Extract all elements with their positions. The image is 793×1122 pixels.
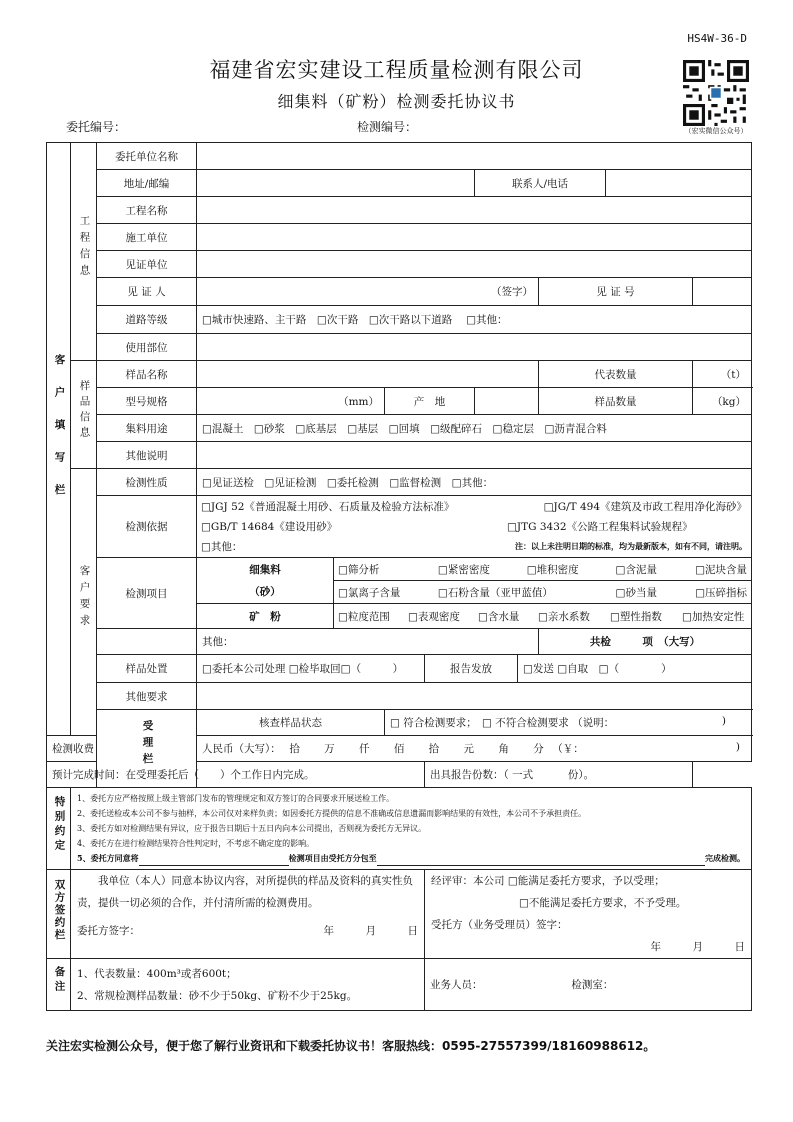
check-status-label: 核查样品状态 [197, 710, 385, 736]
origin-field[interactable] [475, 388, 539, 415]
address-field[interactable] [197, 170, 475, 197]
items-label-spacer [97, 629, 197, 655]
rep-qty-unit: （t） [720, 368, 747, 381]
entrust-number-label: 委托编号： [66, 120, 127, 134]
other-items-label: 其他： [202, 636, 234, 648]
footer-hotline: 关注宏实检测公众号，便于您了解行业资讯和下载委托协议书！客服热线：0595-27557399/18160988612。 [46, 1039, 656, 1053]
item-clay-lump[interactable]: □泥块含量 [695, 563, 748, 576]
item-crush-index[interactable]: □压碎指标 [695, 586, 748, 599]
report-label: 报告发放 [425, 655, 518, 683]
customer-section-label: 客户填写栏 [47, 143, 71, 736]
staff-label: 业务人员： [430, 979, 483, 991]
project-section-label: 工程信息 [71, 143, 97, 361]
staff-area[interactable] [425, 959, 752, 1011]
sample-name-label: 样品名称 [97, 361, 197, 388]
fine-items-row2[interactable] [334, 581, 752, 604]
client-commitment: 我单位（本人）同意本协议内容，对所提供的样品及资料的真实性负责，提供一切必须的合作，并付清所需的检测费用。 [77, 875, 413, 909]
item-compact-density[interactable]: □紧密密度 [437, 563, 490, 576]
qr-caption: （宏实微信公众号） [684, 127, 748, 135]
rep-qty-label: 代表数量 [539, 361, 693, 388]
fee-end: ) [735, 741, 741, 753]
special-term-2: 2、委托送检或本公司不参与抽样，本公司仅对来样负责；如因委托方提供的信息不准确或信息遗漏而影响结果的有效性，本公司不予承担责任。 [77, 809, 587, 818]
basis-gbt14684[interactable]: □GB/T 14684《建设用砂》 [201, 521, 338, 533]
items-label: 检测项目 [97, 558, 197, 629]
other-items-field[interactable] [197, 629, 539, 655]
receiver-sign-label: 受托方（业务受理员）签字： [431, 919, 568, 931]
agreement-form [46, 142, 752, 1011]
rep-qty-field[interactable] [693, 361, 752, 388]
address-label: 地址/邮编 [97, 170, 197, 197]
project-name-label: 工程名称 [97, 197, 197, 224]
receiver-sign-date: 年 月 日 [650, 941, 746, 953]
origin-label: 产 地 [385, 388, 475, 415]
item-water-content[interactable]: □含水量 [478, 610, 520, 623]
contact-field[interactable] [606, 170, 752, 197]
road-grade-label: 道路等级 [97, 306, 197, 334]
purpose-options[interactable]: □混凝土 □砂浆 □底基层 □基层 □回填 □级配碎石 □稳定层 □沥青混合料 [197, 415, 752, 442]
nature-options[interactable]: □见证送检 □见证检测 □委托检测 □监督检测 □其他： [197, 469, 752, 496]
check-status-options[interactable]: □ 符合检测要求； □ 不符合检测要求 （说明： [390, 717, 615, 729]
item-mud-content[interactable]: □含泥量 [615, 563, 657, 576]
term5-part-a: 5、委托方同意将 [77, 853, 139, 863]
witness-number-label: 见 证 号 [539, 278, 693, 306]
review-reject[interactable]: □不能满足委托方要求，不予受理。 [519, 897, 687, 909]
basis-other[interactable]: □其他： [201, 541, 243, 553]
item-hydrophilic[interactable]: □亲水系数 [538, 610, 590, 623]
client-sign-area[interactable] [71, 870, 425, 959]
report-copies-field[interactable]: 出具报告份数：（ 一式 份）。 [425, 762, 693, 788]
item-plasticity[interactable]: □塑性指数 [610, 610, 662, 623]
company-title: 福建省宏实建设工程质量检测有限公司 [209, 58, 584, 82]
item-sieve[interactable]: □筛分析 [338, 563, 380, 576]
other-requirement-field[interactable] [197, 683, 752, 710]
item-chloride[interactable]: □氯离子含量 [338, 586, 401, 599]
sample-name-field[interactable] [197, 361, 539, 388]
road-grade-options[interactable]: □城市快速路、主干路 □次干路 □次干路以下道路 □其他： [197, 306, 752, 334]
report-options[interactable]: □发送 □自取 □（ ） [518, 655, 752, 683]
special-term-5 [77, 851, 745, 866]
client-unit-label: 委托单位名称 [97, 143, 197, 170]
sand-label: （砂） [197, 581, 334, 604]
client-sign-label: 委托方签字： [77, 925, 140, 937]
sample-section-label: 样品信息 [71, 361, 97, 469]
special-term-1: 1、委托方应严格按照上级主管部门发布的管理规定和双方签订的合同要求开展送检工作。 [77, 794, 395, 803]
model-label: 型号规格 [97, 388, 197, 415]
client-unit-field[interactable] [197, 143, 752, 170]
sample-qty-field[interactable] [693, 388, 752, 415]
item-apparent-density[interactable]: □表观密度 [408, 610, 460, 623]
term5-part-c: 完成检测。 [705, 853, 746, 863]
disposal-label: 样品处置 [97, 655, 197, 683]
check-status-end: ) [721, 715, 727, 727]
witness-unit-field[interactable] [197, 251, 752, 278]
term5-blank-subcontractor[interactable] [377, 855, 705, 866]
basis-jgt494[interactable]: □JG/T 494《建筑及市政工程用净化海砂》 [543, 501, 748, 513]
model-field[interactable] [197, 388, 385, 415]
use-part-label: 使用部位 [97, 334, 197, 361]
remark-line-1: 1、代表数量：400m³或者600t； [77, 967, 237, 980]
fee-field[interactable] [197, 736, 752, 762]
term5-blank-items[interactable] [139, 855, 289, 866]
nature-label: 检测性质 [97, 469, 197, 496]
requirement-section-label: 客户要求 [71, 469, 97, 736]
receiver-sign-area[interactable] [425, 870, 752, 959]
item-stone-powder[interactable]: □石粉含量（亚甲蓝值） [437, 586, 553, 599]
fine-items-row1[interactable] [334, 558, 752, 581]
form-subtitle: 细集料（矿粉）检测委托协议书 [277, 92, 516, 111]
basis-jtg3432[interactable]: □JTG 3432《公路工程集料试验规程》 [507, 521, 693, 533]
basis-jgj52[interactable]: □JGJ 52《普通混凝土用砂、石质量及检验方法标准》 [201, 501, 455, 513]
item-sand-equivalent[interactable]: □砂当量 [615, 586, 657, 599]
mineral-items-row[interactable] [334, 604, 752, 629]
project-name-field[interactable] [197, 197, 752, 224]
remark-line-2: 2、常规检测样品数量：砂不少于50kg、矿粉不少于25kg。 [77, 989, 358, 1002]
test-number-label: 检测编号： [357, 120, 418, 134]
qr-code-icon [683, 60, 749, 126]
disposal-options[interactable]: □委托本公司处理 □检毕取回□（ ） [197, 655, 425, 683]
basis-options[interactable] [197, 496, 752, 558]
lab-label: 检测室： [571, 979, 614, 991]
mm-unit: （mm） [338, 395, 379, 408]
review-accept[interactable]: 经评审：本公司 □能满足委托方要求，予以受理； [431, 875, 665, 887]
special-term-4: 4、委托方在进行检测结果符合性判定时，不考虑不确定度的影响。 [77, 839, 315, 848]
other-desc-label: 其他说明 [97, 442, 197, 469]
remark-section-label: 备注 [47, 959, 71, 1011]
sign-section-label: 双方签约栏 [47, 870, 71, 959]
fee-text: 人民币（大写）： 拾 万 仟 佰 拾 元 角 分 （￥： [202, 743, 584, 755]
item-grain-range[interactable]: □粒度范围 [338, 610, 390, 623]
item-bulk-density[interactable]: □堆积密度 [526, 563, 579, 576]
witness-unit-label: 见证单位 [97, 251, 197, 278]
other-desc-field[interactable] [197, 442, 752, 469]
purpose-label: 集料用途 [97, 415, 197, 442]
sample-qty-label: 样品数量 [539, 388, 693, 415]
special-term-3: 3、委托方如对检测结果有异议，应于报告日期后十五日内向本公司提出，否则视为委托方无异议。 [77, 824, 427, 833]
fee-label: 检测收费 [47, 736, 97, 762]
client-sign-date: 年 月 日 [323, 925, 418, 937]
construction-unit-label: 施工单位 [97, 224, 197, 251]
form-code: HS4W-36-D [687, 32, 747, 45]
sign-hint: （签字） [491, 286, 533, 298]
other-requirement-label: 其他要求 [97, 683, 197, 710]
fine-aggregate-label: 细集料 [197, 558, 334, 581]
witness-sign-field[interactable] [197, 278, 539, 306]
remark-text [71, 959, 425, 1011]
mineral-powder-label: 矿 粉 [197, 604, 334, 629]
term5-part-b: 检测项目由受托方分包至 [288, 853, 377, 863]
item-heat-stability[interactable]: □加热安定性 [682, 610, 745, 623]
special-section-label: 特别约定 [47, 788, 71, 870]
witness-number-field[interactable] [693, 278, 752, 306]
check-status-field[interactable] [385, 710, 752, 736]
contact-label: 联系人/电话 [475, 170, 606, 197]
total-items[interactable]: 共检 项 （大写） [539, 629, 752, 655]
special-terms [71, 788, 752, 870]
use-part-field[interactable] [197, 334, 752, 361]
accept-section-label: 受理栏 [97, 710, 197, 788]
finish-time-field[interactable]: 预计完成时间：在受理委托后（ ）个工作日内完成。 [47, 762, 425, 788]
basis-label: 检测依据 [97, 496, 197, 558]
kg-unit: （kg） [711, 395, 747, 408]
construction-unit-field[interactable] [197, 224, 752, 251]
basis-note: 注：以上未注明日期的标准，均为最新版本，如有不同，请注明。 [515, 541, 748, 551]
witness-label: 见 证 人 [97, 278, 197, 306]
